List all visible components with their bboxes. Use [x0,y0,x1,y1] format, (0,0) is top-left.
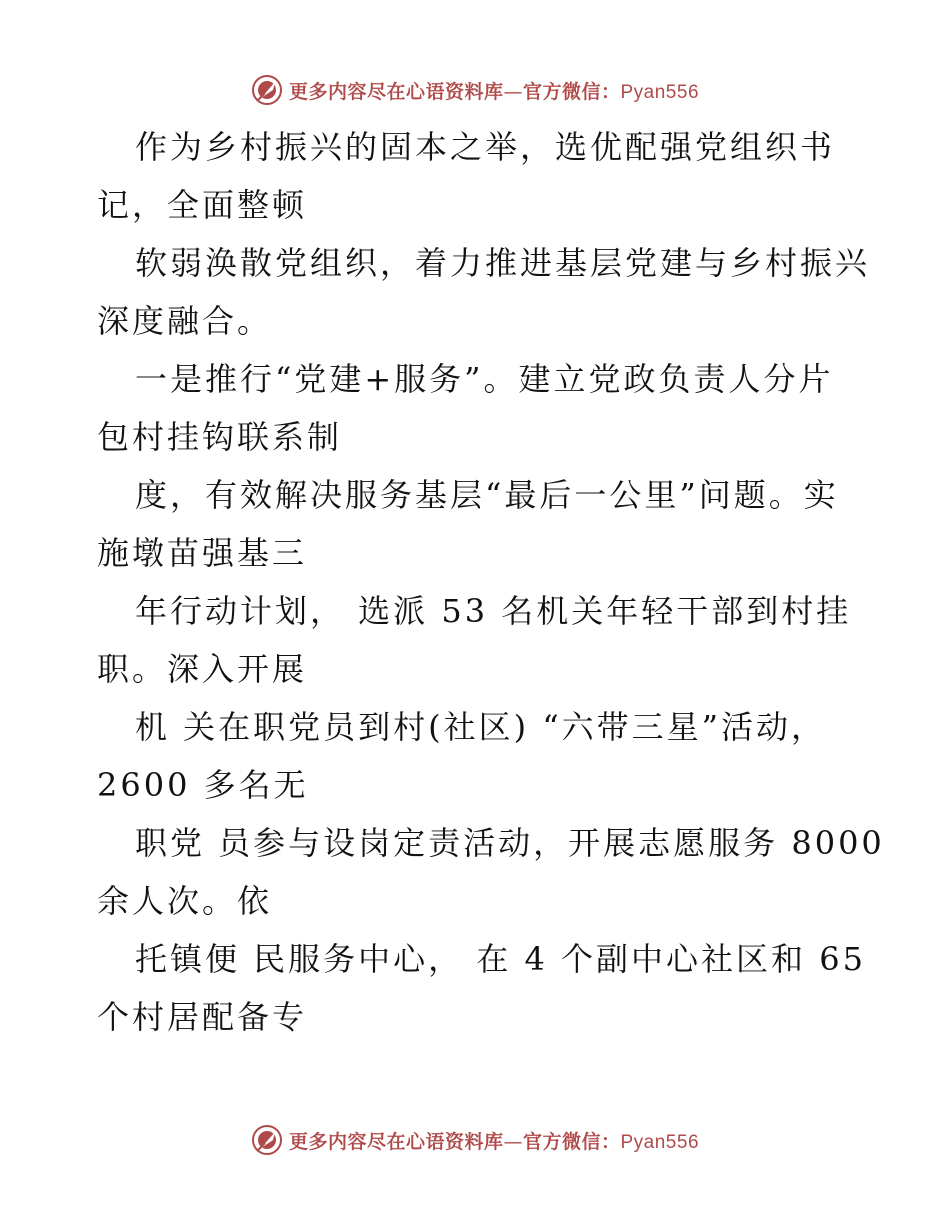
paragraph-line-2: 包村挂钩联系制 [97,418,343,456]
header-banner [0,70,950,110]
paragraph-line-1: 软弱涣散党组织，着力推进基层党建与乡村振兴 [135,244,871,282]
footer-site-text: 更多内容尽在心语资料库 [288,1130,504,1153]
paragraph [97,698,857,814]
footer-banner-text [289,1127,699,1154]
header-wechat-id: Pyan556 [620,81,700,103]
footer-banner [0,1120,950,1160]
paragraph-line-2: 施墩苗强基三 [97,534,308,572]
paragraph-line-1: 度，有效解决服务基层“最后一公里”问题。实 [135,476,839,514]
paragraph [97,930,866,1046]
paragraph [97,350,857,466]
paragraph [97,582,857,698]
paragraph-line-1: 一是推行“党建+服务”。建立党政负责人分片 [135,360,834,398]
quill-logo-icon [251,1124,283,1156]
footer-wechat-label: 官方微信： [522,1130,621,1153]
footer-wechat-id: Pyan556 [620,1131,700,1153]
paragraph [97,466,857,582]
paragraph-line-1: 年行动计划， 选派 53 名机关年轻干部到村挂 [135,592,852,630]
paragraph-line-2: 个村居配备专 [97,998,308,1036]
header-site-text: 更多内容尽在心语资料库 [288,80,504,103]
paragraph [97,234,871,350]
paragraph-line-2: 2600 多名无 [97,766,309,804]
paragraph-line-1: 机 关在职党员到村(社区) “六带三星”活动， [135,708,827,746]
paragraph-line-2: 余人次。依 [97,882,273,920]
paragraph-line-1: 职党 员参与设岗定责活动，开展志愿服务 8000 [135,824,885,862]
header-dash: — [503,80,523,103]
paragraph [97,814,885,930]
quill-logo-icon [251,74,283,106]
paragraph-line-2: 职。深入开展 [97,650,308,688]
paragraph [97,118,857,234]
header-banner-text [289,77,699,104]
paragraph-line-1: 作为乡村振兴的固本之举，选优配强党组织书 [135,128,836,166]
document-body [97,118,885,1046]
paragraph-line-2: 记，全面整顿 [97,186,308,224]
footer-dash: — [503,1130,523,1153]
header-wechat-label: 官方微信： [522,80,621,103]
paragraph-line-2: 深度融合。 [97,302,273,340]
paragraph-line-1: 托镇便 民服务中心， 在 4 个副中心社区和 65 [135,940,866,978]
